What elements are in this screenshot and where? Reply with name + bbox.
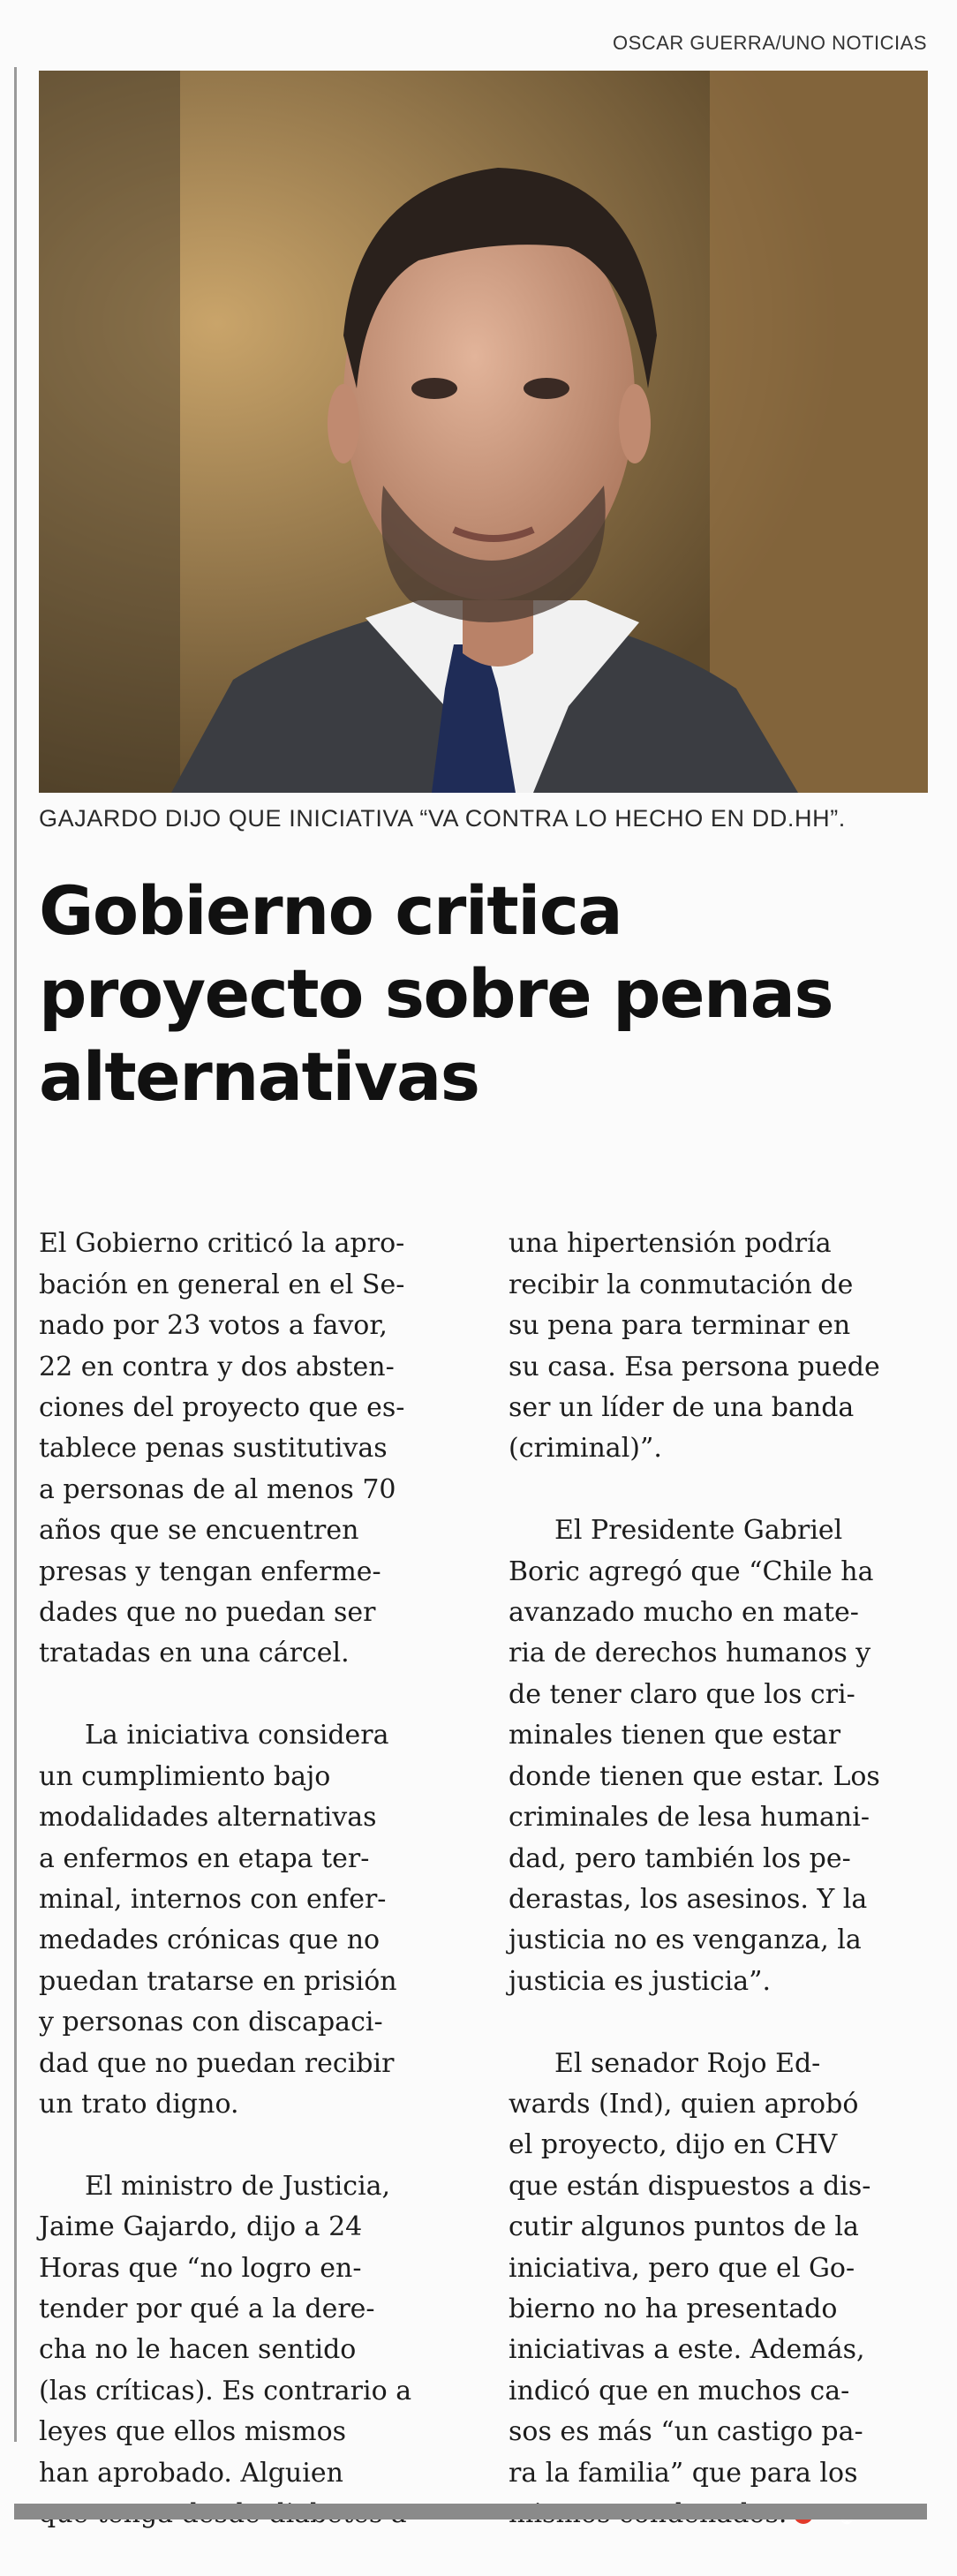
news-photo xyxy=(39,71,928,793)
left-column-rule xyxy=(14,67,17,2442)
paragraph: una hipertensión podría recibir la conmutación de su pena para terminar en su casa. Esa persona puede ser un líder de una banda (criminal)”. xyxy=(509,1228,880,1465)
headline: Gobierno critica proyecto sobre penas alternativas xyxy=(39,871,833,1116)
portrait-illustration xyxy=(39,71,928,793)
paragraph-final xyxy=(509,2044,932,2535)
paragraph: La iniciativa considera un cumplimiento bajo modalidades alternativas a enfermos en etapa ter- minal, internos con enfer- medades crónicas que no puedan tratarse en prisión y personas con discapaci- dad que no puedan recibir un trato digno. xyxy=(39,1720,397,2120)
paragraph: El Presidente Gabriel Boric agregó que “Chile ha avanzado mucho en mate- ria de derechos humanos y de tener claro que los cri- minales tienen que estar donde tienen que estar. Los criminales de lesa humani- dad, pero también los pe- derastas, los asesinos. Y la justicia no es venganza, la justicia es justicia”. xyxy=(509,1515,880,1997)
paragraph: El Gobierno criticó la apro- bación en general en el Se- nado por 23 votos a favor, 22 en contra y dos absten- ciones del proyecto que es- tablece penas sustitutivas a personas de al menos 70 años que se encuentren presas y tengan enferme- dades que no puedan ser tratadas en una cárcel. xyxy=(39,1228,405,1669)
paragraph: El ministro de Justicia, Jaime Gajardo, dijo a 24 Horas que “no logro en- tender por qué a la dere- cha no le hacen sentido (las críticas). Es contrario a leyes que ellos mismos han aprobado. Alguien xyxy=(39,2170,412,2489)
photo-caption: GAJARDO DIJO QUE INICIATIVA “VA CONTRA LO HECHO EN DD.HH”. xyxy=(39,805,846,832)
photo-credit: OSCAR GUERRA/UNO NOTICIAS xyxy=(613,32,927,54)
paragraph-text: El senador Rojo Ed- wards (Ind), quien aprobó el proyecto, dijo en CHV que están dispuestos a dis- cutir algunos puntos de la iniciativa, pero que el Go- bierno no ha presentado iniciativas a este. Además, indicó que en muchos ca- sos es más “un castigo pa- ra la familia” que para los xyxy=(509,2047,871,2489)
article-column-right xyxy=(509,1183,932,2576)
article-column-left xyxy=(39,1183,463,2576)
bottom-rule xyxy=(14,2504,927,2520)
